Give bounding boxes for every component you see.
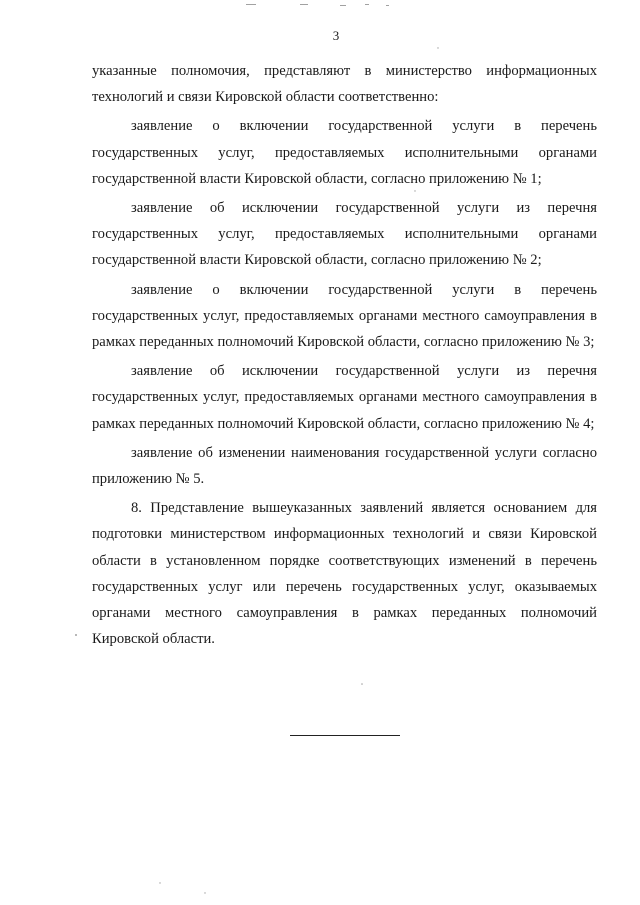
paragraph-application-4: заявление об исключении государственной услуги из перечня государственных услуг, предоставляемых органами местного самоуправления в рамках переданных полномочий Кировской области, согласно приложению № 4; xyxy=(92,363,597,432)
paragraph-application-3: заявление о включении государственной услуги в перечень государственных услуг, предоставляемых органами местного самоуправления в рамках переданных полномочий Кировской области, согласно приложению № 3; xyxy=(92,281,597,351)
paragraph-application-1: заявление о включении государственной услуги в перечень государственных услуг, предоставляемых исполнительными органами государственной власти Кировской области, согласно приложению № 1; xyxy=(92,118,597,187)
page-number: 3 xyxy=(332,28,340,43)
paragraph-application-2: заявление об исключении государственной услуги из перечня государственных услуг, предоставляемых исполнительными органами государственной власти Кировской области, согласно приложению № 2; xyxy=(92,200,597,269)
paragraph-item-8: 8. Представление вышеуказанных заявлений является основанием для подготовки министерством информационных технологий и связи Кировской области в установленном порядке соответствующих изменений в перечень государственных услуг или перечень государственных услуг, оказываемых органами местного самоуправления в рамках переданных полномочий Кировской области. xyxy=(92,500,597,648)
document-body xyxy=(92,58,597,655)
paragraph-application-5: заявление об изменении наименования государственной услуги согласно приложению № 5. xyxy=(92,444,597,488)
paragraph-intro-continuation: указанные полномочия, представляют в министерство информационных технологий и связи Кировской области соответственно: xyxy=(92,63,597,106)
closing-divider-line xyxy=(290,735,400,736)
